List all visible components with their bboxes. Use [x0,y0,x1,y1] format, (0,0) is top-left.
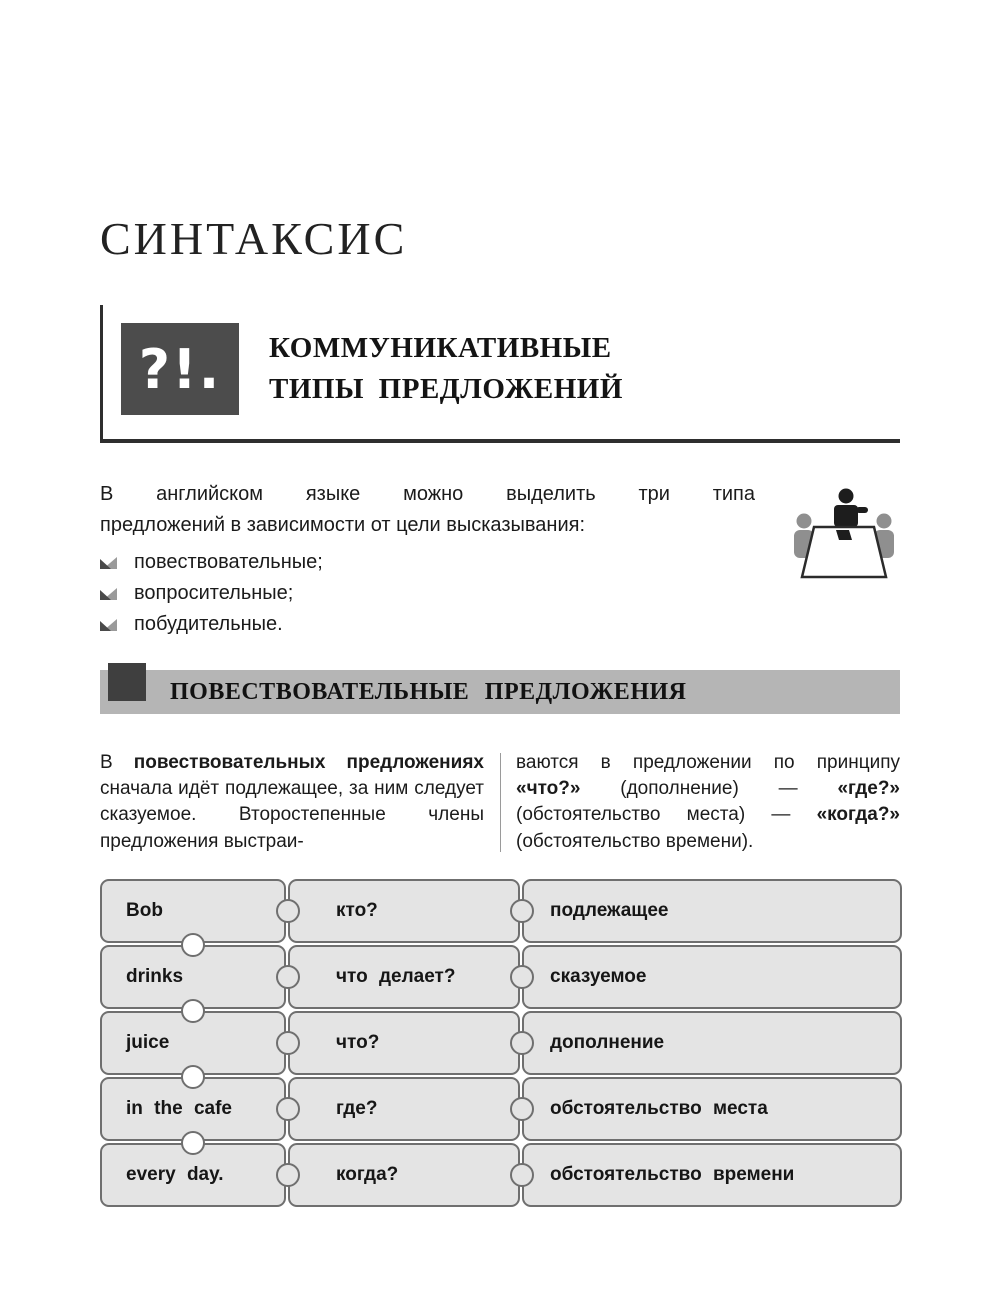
puzzle-cell-english: in the cafe [100,1077,286,1141]
sentence-structure-table [100,879,900,1207]
puzzle-cell-role: обстоятельство времени [522,1143,902,1207]
puzzle-cell-english: juice [100,1011,286,1075]
list-item-label: вопросительные; [134,582,294,604]
body-columns [100,750,900,855]
text-run-bold: повествовательных предложениях [133,752,484,773]
question-exclamation-icon: ?!. [121,323,239,415]
text-run-bold: «где?» [837,778,900,800]
list-item [100,551,755,574]
intro-section [100,479,900,636]
column-left [100,750,484,855]
section-title: ПОВЕСТВОВАТЕЛЬНЫЕ ПРЕДЛОЖЕНИЯ [170,678,687,705]
text-run-bold: «когда?» [816,804,900,826]
puzzle-cell-question: что? [288,1011,520,1075]
meeting-illustration [755,479,900,636]
text-run: В [100,752,134,773]
list-item-label: повествовательные; [134,551,323,573]
puzzle-cell-english: Bob [100,879,286,943]
text-run-bold: «что?» [516,778,581,800]
text-run: (обстоятельство времени). [516,830,754,852]
section-banner [100,670,900,714]
column-divider [500,753,501,852]
chapter-title-line2: ТИПЫ ПРЕДЛОЖЕНИЙ [269,373,623,405]
triangle-bullet-icon [100,586,118,601]
puzzle-cell-question: где? [288,1077,520,1141]
puzzle-cell-question: что делает? [288,945,520,1009]
list-item [100,613,755,636]
banner-square-icon [108,663,146,701]
intro-text-block [100,479,755,636]
book-page [100,0,900,1207]
puzzle-cell-question: кто? [288,879,520,943]
puzzle-cell-role: подлежащее [522,879,902,943]
triangle-bullet-icon [100,555,118,570]
chapter-header [100,305,900,443]
puzzle-cell-role: сказуемое [522,945,902,1009]
text-run: сначала идёт подлежащее, за ним следует сказуемое. Второстепенные члены предложения выстраи- [100,778,484,852]
text-run: ваются в предложении по принципу [516,752,900,773]
puzzle-cell-english: every day. [100,1143,286,1207]
meeting-people-icon [788,483,900,591]
puzzle-cell-role: дополнение [522,1011,902,1075]
list-item [100,582,755,605]
text-run: (обстоятельство места) — [516,804,817,826]
column-right [516,750,900,855]
intro-line-1: В английском языке можно выделить три типа [100,483,755,505]
puzzle-cell-question: когда? [288,1143,520,1207]
puzzle-cell-english: drinks [100,945,286,1009]
chapter-title-line1: КОММУНИКАТИВНЫЕ [269,331,612,364]
text-run: (дополнение) — [580,778,838,800]
page-title: СИНТАКСИС [100,213,408,264]
chapter-title [269,328,623,410]
intro-line-2: предложений в зависимости от цели высказывания: [100,514,585,536]
puzzle-cell-role: обстоятельство места [522,1077,902,1141]
sentence-type-list [100,551,755,636]
list-item-label: побудительные. [134,613,283,635]
triangle-bullet-icon [100,617,118,632]
